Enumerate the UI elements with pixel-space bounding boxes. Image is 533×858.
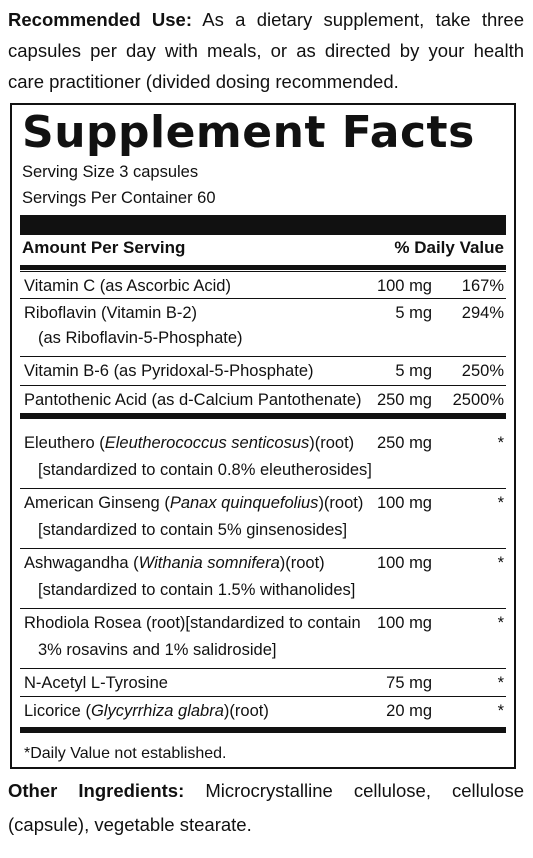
daily-value-label: % Daily Value (394, 238, 504, 257)
nutrient-row: Riboflavin (Vitamin B-2) (as Riboflavin-5-Phosphate) 5 mg 294% (20, 298, 506, 351)
serving-size: Serving Size 3 capsules (22, 163, 199, 181)
supplement-facts-panel (10, 103, 516, 769)
medium-divider (20, 265, 506, 270)
other-ingredients (8, 774, 524, 842)
herb-row: Rhodiola Rosea (root)[standardized to contain 3% rosavins and 1% salidroside] 100 mg * (20, 608, 506, 665)
recommended-use-label: Recommended Use: (8, 9, 192, 30)
recommended-use (8, 4, 524, 97)
herb-row: Eleuthero (Eleutherococcus senticosus)(root) [standardized to contain 0.8% eleutherosides] 250 mg * (24, 434, 504, 479)
medium-divider (20, 727, 506, 733)
other-ingredients-line-1: Other Ingredients: Microcrystalline cellulose, cellulose (8, 780, 524, 801)
facts-title: Supplement Facts (22, 107, 475, 158)
servings-per-container: Servings Per Container 60 (22, 189, 216, 207)
herb-row: Licorice (Glycyrrhiza glabra)(root) 20 mg * (20, 696, 506, 723)
thick-divider (20, 215, 506, 235)
nutrient-row: Pantothenic Acid (as d-Calcium Pantothenate) 250 mg 2500% (20, 385, 506, 412)
recommended-use-line-3: care practitioner (divided dosing recommended. (8, 71, 399, 92)
medium-divider (20, 413, 506, 419)
other-ingredients-label: Other Ingredients: (8, 780, 185, 801)
recommended-use-line-1: Recommended Use: As a dietary supplement, take three (8, 9, 524, 30)
other-ingredients-line-2: (capsule), vegetable stearate. (8, 814, 252, 835)
herb-row: Ashwagandha (Withania somnifera)(root) [standardized to contain 1.5% withanolides] 100 mg * (20, 548, 506, 605)
footnote: *Daily Value not established. (24, 745, 227, 762)
recommended-use-line-2: capsules per day with meals, or as directed by your health (8, 40, 524, 61)
herb-row: American Ginseng (Panax quinquefolius)(root) [standardized to contain 5% ginsenosides] 100 mg * (20, 488, 506, 545)
nutrient-row: Vitamin C (as Ascorbic Acid) 100 mg 167% (20, 271, 506, 298)
herb-row: N-Acetyl L-Tyrosine 75 mg * (20, 668, 506, 695)
nutrient-row: Vitamin B-6 (as Pyridoxal-5-Phosphate) 5 mg 250% (20, 356, 506, 383)
amount-per-serving-label: Amount Per Serving (22, 238, 186, 257)
amount-header (22, 235, 504, 265)
